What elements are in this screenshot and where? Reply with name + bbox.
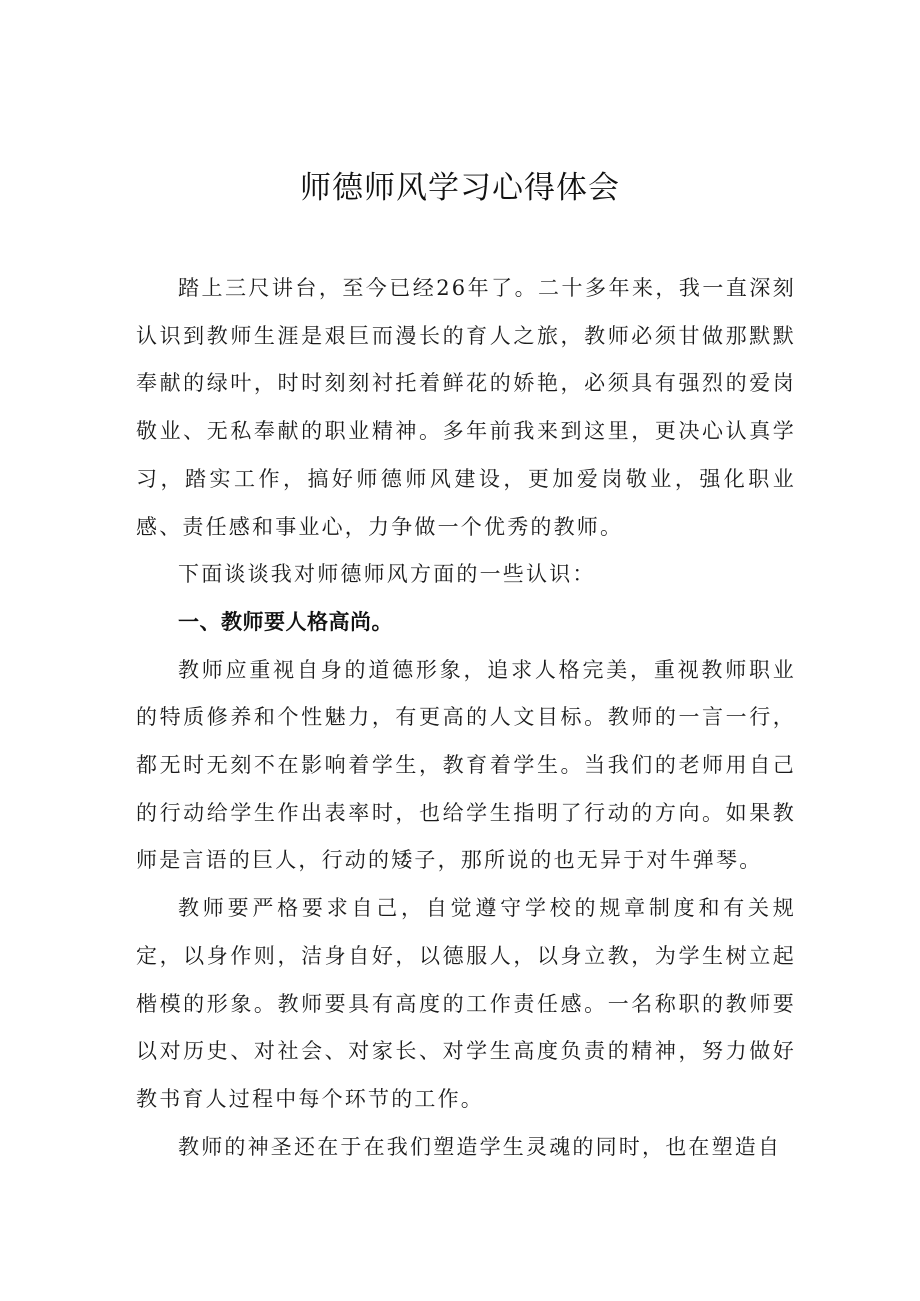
paragraph-lead-in: 下面谈谈我对师德师风方面的一些认识：	[178, 562, 596, 587]
paragraph-intro: 踏上三尺讲台，至今已经26年了。二十多年来，我一直深刻认识到教师生涯是艰巨而漫长的育人之旅，教师必须甘做那默默奉献的绿叶，时时刻刻衬托着鲜花的娇艳，必须具有强烈的爱岗敬业、无私奉献的职业精神。多年前我来到这里，更决心认真学习，踏实工作，搞好师德师风建设，更加爱岗敬业，强化职业感、责任感和事业心，力争做一个优秀的教师。	[136, 276, 796, 539]
paragraph-section1-b: 教师要严格要求自己，自觉遵守学校的规章制度和有关规定，以身作则，洁身自好，以德服人，以身立教，为学生树立起楷模的形象。教师要具有高度的工作责任感。一名称职的教师要以对历史、对社会、对家长、对学生高度负责的精神，努力做好教书育人过程中每个环节的工作。	[136, 896, 796, 1111]
paragraph-section1-c: 教师的神圣还在于在我们塑造学生灵魂的同时，也在塑造自	[178, 1134, 782, 1159]
section-heading-1: 一、教师要人格高尚。	[178, 609, 393, 634]
document-title: 师德师风学习心得体会	[300, 170, 620, 206]
document-body	[136, 265, 796, 1171]
paragraph-section1-a: 教师应重视自身的道德形象，追求人格完美，重视教师职业的特质修养和个性魅力，有更高的人文目标。教师的一言一行，都无时无刻不在影响着学生，教育着学生。当我们的老师用自己的行动给学生作出表率时，也给学生指明了行动的方向。如果教师是言语的巨人，行动的矮子，那所说的也无异于对牛弹琴。	[136, 657, 796, 873]
